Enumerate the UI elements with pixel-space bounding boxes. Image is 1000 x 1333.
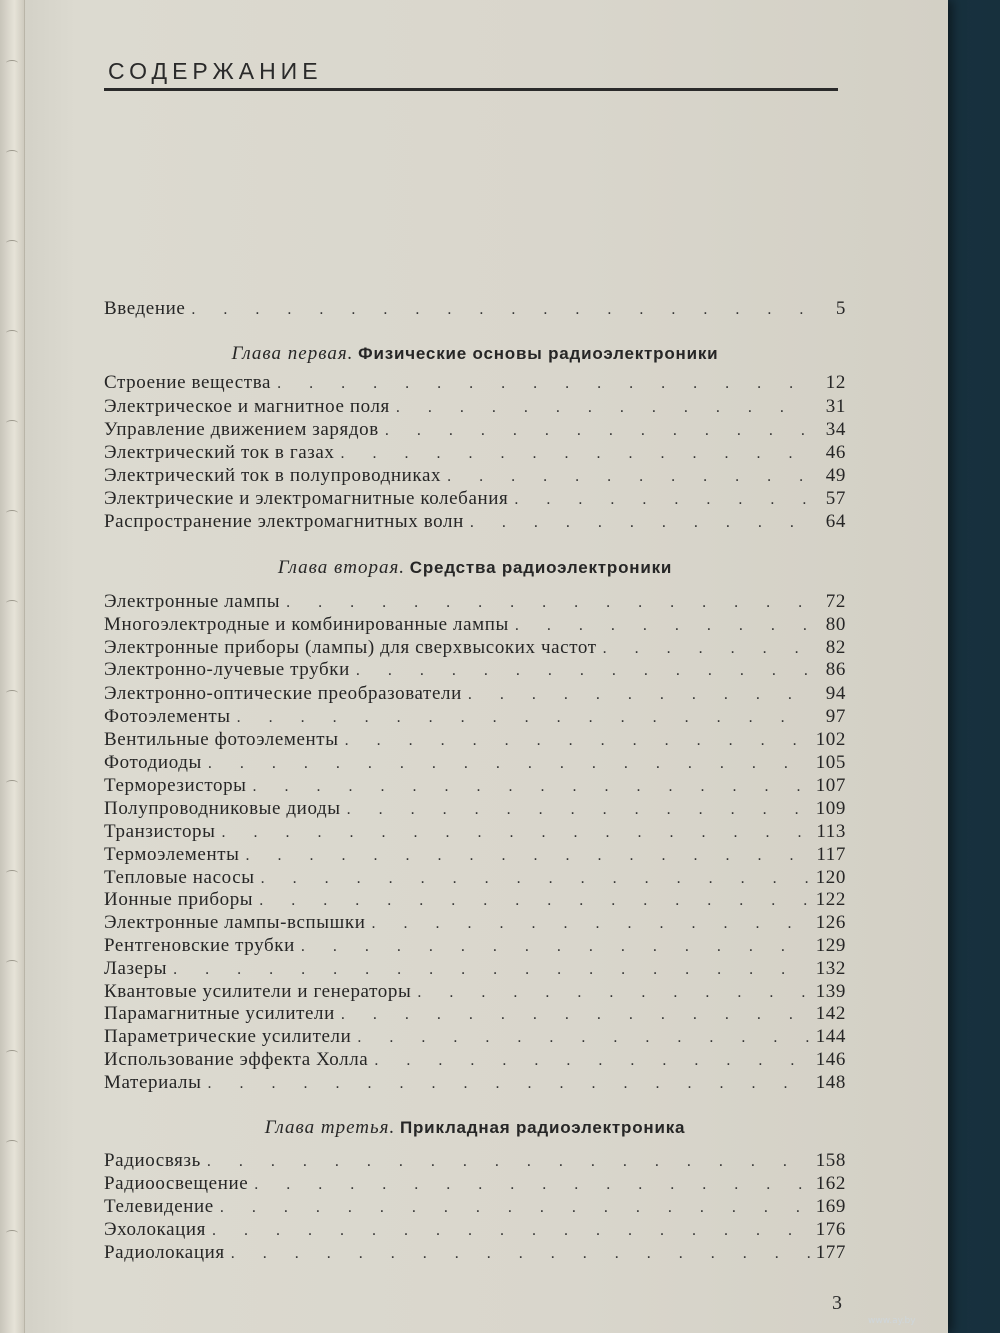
toc-entry[interactable] [104,912,846,936]
toc-entry-title: Электронные лампы-вспышки [104,912,366,933]
toc-entry-title: Рентгеновские трубки [104,935,295,956]
toc-entry[interactable] [104,844,846,868]
leader-dots [374,1052,810,1070]
toc-entry-page: 126 [815,912,846,933]
toc-entry-title: Электрические и электромагнитные колебания [104,488,509,509]
toc-entry-page: 177 [815,1242,846,1263]
toc-entry-page: 176 [815,1219,846,1240]
toc-entry-title: Терморезисторы [104,775,247,796]
leader-dots [385,422,810,440]
leader-dots [253,778,810,796]
stitch-mark [6,690,18,696]
toc-entry-title: Электрический ток в газах [104,442,335,463]
toc-entry-page: 31 [825,396,846,417]
toc-entry-page: 148 [815,1072,846,1093]
leader-dots [357,1029,810,1047]
leader-dots [191,301,810,319]
leader-dots [371,915,810,933]
stitch-mark [6,330,18,336]
toc-entry[interactable] [104,935,846,959]
toc-entry-page: 86 [825,659,846,680]
toc-entry-title: Электронно-оптические преобразователи [104,683,462,704]
toc-entry-page: 146 [815,1049,846,1070]
leader-dots [468,686,810,704]
toc-entry[interactable] [104,1003,846,1027]
page-number: 3 [832,1292,842,1314]
toc-entry-page: 132 [815,958,846,979]
toc-entry[interactable] [104,958,846,982]
toc-entry[interactable] [104,1242,846,1266]
toc-entry-page: 117 [816,844,846,865]
stitch-mark [6,870,18,876]
toc-entry-title: Транзисторы [104,821,216,842]
leader-dots [237,709,810,727]
leader-dots [208,755,810,773]
toc-entry-title: Параметрические усилители [104,1026,352,1047]
toc-entry-title: Распространение электромагнитных волн [104,511,464,532]
toc-entry[interactable] [104,659,846,683]
toc-entry-page: 139 [815,981,846,1002]
toc-entry[interactable] [104,867,846,891]
toc-entry[interactable] [104,465,846,489]
stitch-mark [6,60,18,66]
toc-entry[interactable] [104,821,846,845]
stitch-mark [6,510,18,516]
toc-entry-page: 64 [825,511,846,532]
toc-entry-title: Электронные лампы [104,591,281,612]
toc-entry-page: 5 [835,298,846,319]
toc-entry-page: 158 [815,1150,846,1171]
leader-dots [345,732,810,750]
toc-entry[interactable] [104,1150,846,1174]
leader-dots [515,617,810,635]
toc-entry-title: Лазеры [104,958,168,979]
leader-dots [222,824,810,842]
toc-entry-title: Использование эффекта Холла [104,1049,369,1070]
chapter-heading-3 [104,1117,846,1139]
toc-entry[interactable] [104,1219,846,1243]
leader-dots [417,984,810,1002]
toc-entry-title: Строение вещества [104,372,272,393]
toc-entry-title: Фотоэлементы [104,706,231,727]
toc-entry-page: 12 [825,372,846,393]
leader-dots [231,1245,810,1263]
leader-dots [246,847,810,865]
chapter-heading-2 [104,557,846,579]
stitch-mark [6,240,18,246]
spine-binding [0,0,25,1333]
toc-entry-page: 109 [815,798,846,819]
toc-entry[interactable] [104,442,846,466]
toc-entry-title: Вентильные фотоэлементы [104,729,339,750]
toc-entry-title: Управление движением зарядов [104,419,379,440]
leader-dots [212,1222,810,1240]
leader-dots [259,892,810,910]
toc-entry-title: Тепловые насосы [104,867,255,888]
leader-dots [208,1075,811,1093]
toc-entry-title: Термоэлементы [104,844,240,865]
toc-entry[interactable] [104,614,846,638]
toc-entry[interactable] [104,775,846,799]
toc-entry[interactable] [104,981,846,1005]
leader-dots [447,468,810,486]
chapter-name: Средства радиоэлектроники [409,558,673,577]
toc-entry[interactable] [104,372,846,396]
toc-entry-page: 113 [816,821,846,842]
toc-entry[interactable] [104,1072,846,1096]
toc-entry[interactable] [104,798,846,822]
toc-entry-page: 34 [825,419,846,440]
toc-entry[interactable] [104,591,846,615]
chapter-name: Прикладная радиоэлектроника [399,1118,686,1137]
toc-entry-title: Ионные приборы [104,889,254,910]
toc-entry[interactable] [104,1173,846,1197]
toc-entry-title: Электрическое и магнитное поля [104,396,390,417]
toc-entry[interactable] [104,752,846,776]
leader-dots [286,594,810,612]
toc-entry-title: Электронно-лучевые трубки [104,659,350,680]
toc-entry-title: Фотодиоды [104,752,202,773]
leader-dots [301,938,810,956]
toc-entry-page: 105 [815,752,846,773]
leader-dots [207,1153,810,1171]
toc-entry-intro[interactable] [104,298,846,322]
toc-entry[interactable] [104,1026,846,1050]
leader-dots [173,961,810,979]
toc-entry-title: Парамагнитные усилители [104,1003,335,1024]
toc-entry-title: Радиоосвещение [104,1173,249,1194]
toc-entry-page: 80 [825,614,846,635]
toc-entry-title: Радиосвязь [104,1150,201,1171]
toc-entry-page: 142 [815,1003,846,1024]
toc-entry-page: 107 [815,775,846,796]
toc-entry-page: 46 [825,442,846,463]
chapter-label: Глава вторая. [277,557,406,578]
stitch-mark [6,1230,18,1236]
toc-entry-page: 122 [815,889,846,910]
stitch-mark [6,600,18,606]
toc-entry-page: 94 [825,683,846,704]
toc-entry-page: 162 [815,1173,846,1194]
toc-entry-title: Эхолокация [104,1219,207,1240]
chapter-label: Глава третья. [264,1117,396,1138]
leader-dots [261,870,810,888]
page-title: СОДЕРЖАНИЕ [108,58,323,84]
leader-dots [254,1176,810,1194]
leader-dots [341,1006,810,1024]
toc-entry[interactable] [104,1196,846,1220]
leader-dots [341,445,810,463]
leader-dots [347,801,810,819]
chapter-heading-1 [104,343,846,365]
toc-entry[interactable] [104,637,846,661]
toc-entry-title: Радиолокация [104,1242,225,1263]
stitch-mark [6,1050,18,1056]
toc-entry[interactable] [104,488,846,512]
chapter-label: Глава первая. [231,343,354,364]
leader-dots [220,1199,810,1217]
toc-entry[interactable] [104,683,846,707]
toc-entry-page: 102 [815,729,846,750]
toc-entry[interactable] [104,419,846,443]
leader-dots [277,375,810,393]
toc-entry[interactable] [104,396,846,420]
toc-entry-page: 57 [825,488,846,509]
toc-entry-page: 82 [825,637,846,658]
leader-dots [603,640,810,658]
toc-entry[interactable] [104,1049,846,1073]
toc-entry-page: 144 [815,1026,846,1047]
toc-entry-title: Материалы [104,1072,202,1093]
chapter-name: Физические основы радиоэлектроники [358,344,719,363]
stitch-mark [6,420,18,426]
watermark: www.ay.by [868,1316,916,1326]
toc-entry[interactable] [104,729,846,753]
toc-entry-page: 120 [815,867,846,888]
toc-entry-page: 129 [815,935,846,956]
toc-entry-page: 169 [815,1196,846,1217]
toc-entry-page: 49 [825,465,846,486]
table-of-contents [104,0,844,1333]
stitch-mark [6,1140,18,1146]
toc-entry[interactable] [104,889,846,913]
toc-entry-title: Квантовые усилители и генераторы [104,981,412,1002]
toc-entry-title: Введение [104,298,186,319]
stitch-mark [6,150,18,156]
toc-entry[interactable] [104,706,846,730]
stitch-mark [6,960,18,966]
toc-entry-title: Многоэлектродные и комбинированные лампы [104,614,509,635]
toc-entry-title: Электронные приборы (лампы) для сверхвысоких частот [104,637,597,658]
toc-entry-title: Полупроводниковые диоды [104,798,341,819]
leader-dots [356,662,810,680]
toc-entry[interactable] [104,511,846,535]
leader-dots [396,399,810,417]
leader-dots [470,514,810,532]
toc-entry-page: 72 [825,591,846,612]
leader-dots [514,491,810,509]
toc-entry-page: 97 [825,706,846,727]
toc-entry-title: Телевидение [104,1196,214,1217]
stitch-mark [6,780,18,786]
toc-entry-title: Электрический ток в полупроводниках [104,465,442,486]
